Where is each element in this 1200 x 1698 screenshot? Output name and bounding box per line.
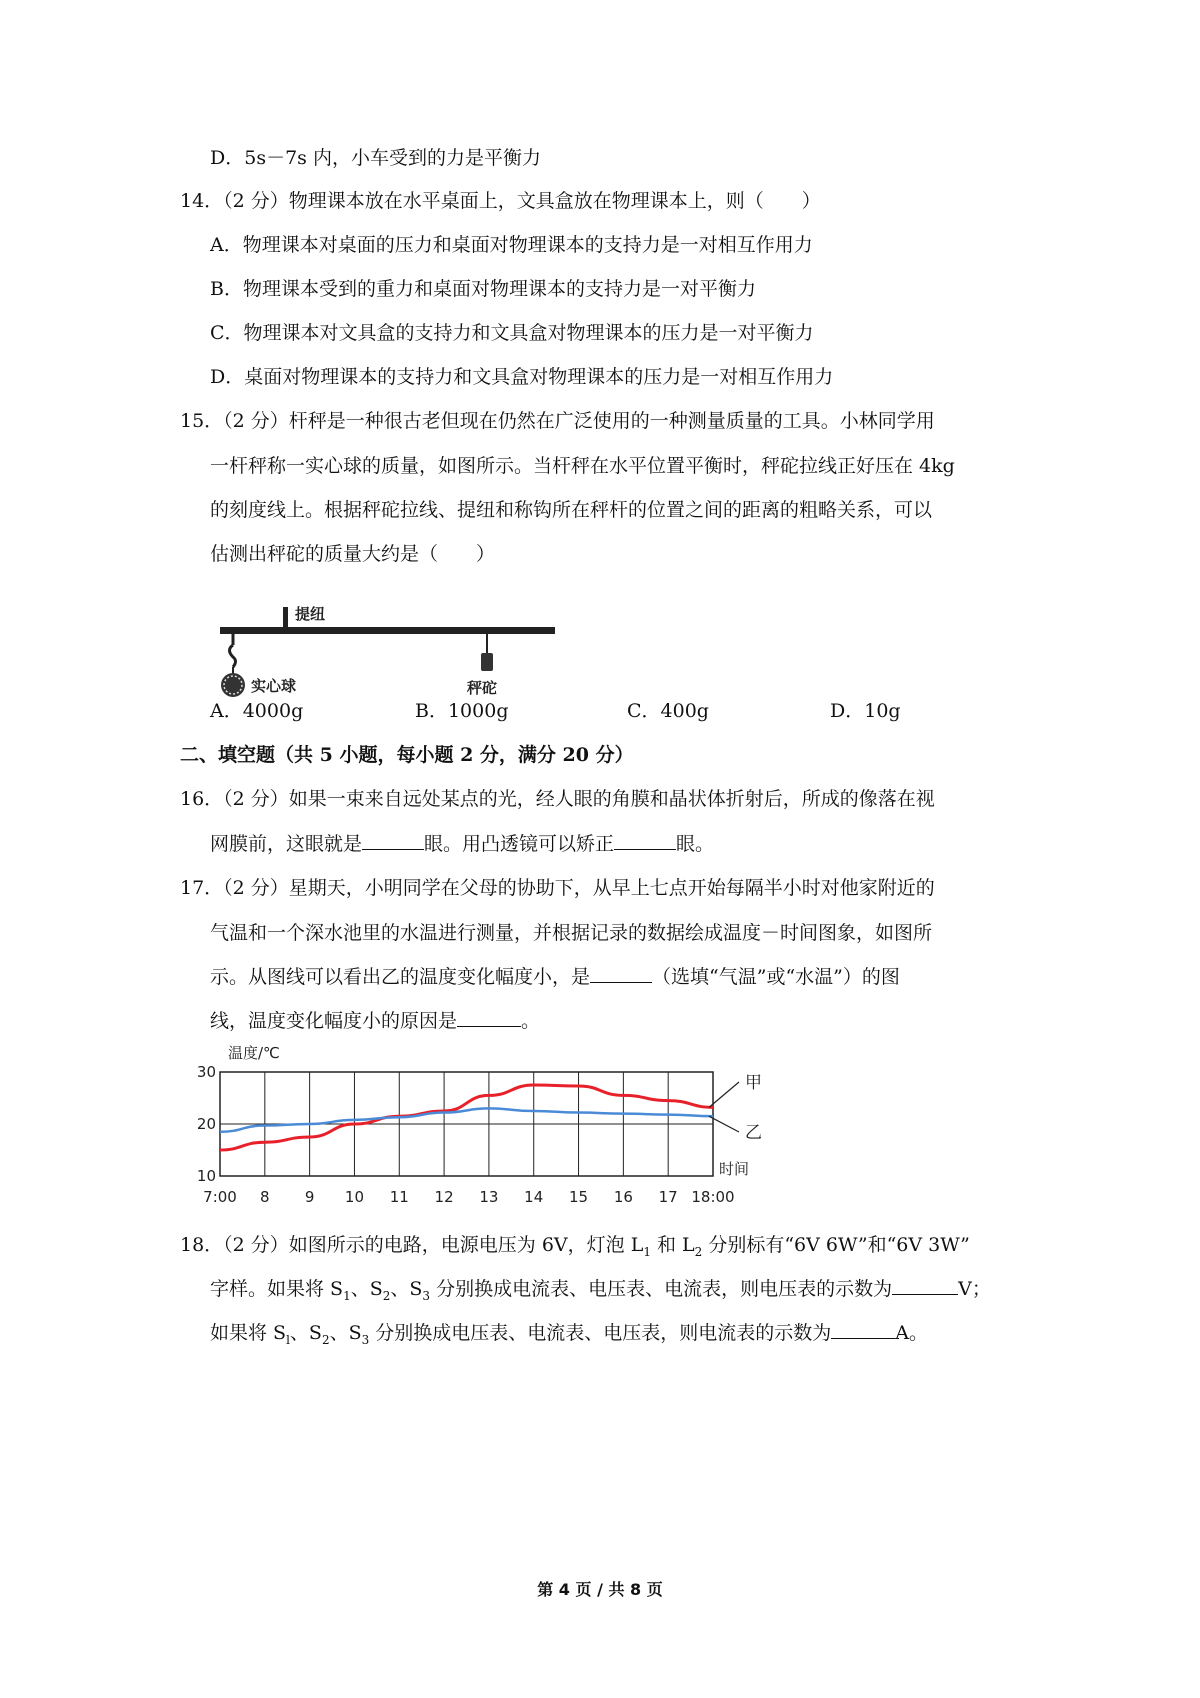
q18-line2-part3: 、S: [390, 1278, 423, 1300]
q18-line2-part2: 、S: [350, 1278, 383, 1300]
q17-line4: [210, 1008, 540, 1034]
q15-option-c: C．400g: [627, 700, 709, 722]
q15-option-b: B．1000g: [415, 700, 509, 722]
q14-stem: 14．（2 分）物理课本放在水平桌面上，文具盒放在物理课本上，则（ ）: [180, 190, 821, 212]
q18-line2: [210, 1276, 991, 1309]
series-label: 乙: [745, 1123, 762, 1143]
temperature-time-chart: [196, 1044, 820, 1220]
q13-option-d: D．5s－7s 内，小车受到的力是平衡力: [210, 147, 541, 169]
q18-line3-part5: A。: [895, 1322, 929, 1344]
x-tick-label: 12: [434, 1188, 454, 1206]
q17-line3-part2: （选填“气温”或“水温”）的图: [652, 966, 900, 988]
x-axis-label: 时间: [719, 1160, 750, 1178]
x-tick-label: 8: [260, 1188, 270, 1206]
answer-blank[interactable]: [892, 1276, 958, 1295]
q18-line3-part3: 、S: [329, 1322, 362, 1344]
x-tick-label: 10: [344, 1188, 365, 1206]
q17-line3-part1: 示。从图线可以看出乙的温度变化幅度小，是: [210, 966, 591, 988]
q17-line4-part1: 线，温度变化幅度小的原因是: [210, 1010, 458, 1032]
q18-line3-part4: 分别换成电压表、电流表、电压表，则电流表的示数为: [369, 1322, 832, 1344]
q18-sub: 1: [343, 1288, 351, 1303]
q18-line2-part5: V；: [958, 1278, 991, 1300]
q18-line2-part4: 分别换成电流表、电压表、电流表，则电压表的示数为: [430, 1278, 893, 1300]
x-tick-label: 16: [613, 1188, 633, 1206]
y-tick-label: 20: [196, 1115, 216, 1133]
q15-option-a: A．4000g: [210, 700, 304, 722]
x-tick-label: 14: [524, 1188, 544, 1206]
q17-line4-part2: 。: [521, 1010, 541, 1032]
q18-sub: 2: [382, 1288, 391, 1303]
x-tick-label: 17: [658, 1188, 678, 1206]
answer-blank[interactable]: [590, 964, 652, 983]
q14-option-c: C．物理课本对文具盒的支持力和文具盒对物理课本的压力是一对平衡力: [210, 322, 814, 344]
answer-blank[interactable]: [831, 1320, 895, 1339]
q14-option-a: A．物理课本对桌面的压力和桌面对物理课本的支持力是一对相互作用力: [210, 234, 813, 256]
x-tick-label: 18:00: [691, 1188, 735, 1206]
x-tick-label: 13: [479, 1188, 499, 1206]
label-ball: 实心球: [251, 677, 297, 695]
q18-line1-part3: 分别标有“6V 6W”和“6V 3W”: [702, 1234, 970, 1256]
q16-line2-part3: 眼。: [676, 833, 715, 855]
x-tick-label: 9: [304, 1188, 315, 1206]
q18-line1-part1: 18．（2 分）如图所示的电路，电源电压为 6V，灯泡 L: [180, 1234, 644, 1256]
y-axis-label: 温度/℃: [228, 1044, 280, 1062]
q14-option-b: B．物理课本受到的重力和桌面对物理课本的支持力是一对平衡力: [210, 278, 756, 300]
q15-stem-line3: 的刻度线上。根据秤砣拉线、提纽和称钩所在秤杆的位置之间的距离的粗略关系，可以: [210, 499, 933, 521]
label-weight: 秤砣: [467, 679, 498, 697]
q18-sub: l: [286, 1332, 290, 1347]
y-tick-label: 10: [196, 1167, 216, 1185]
q16-line2-part2: 眼。用凸透镜可以矫正: [424, 833, 615, 855]
q18-sub: 3: [422, 1288, 431, 1303]
q18-sub: 3: [361, 1332, 370, 1347]
answer-blank[interactable]: [457, 1008, 521, 1027]
q15-stem-line4: 估测出秤砣的质量大约是（ ）: [210, 543, 496, 565]
series-line-yi: [220, 1108, 713, 1131]
q18-sub: 2: [321, 1332, 330, 1347]
page-footer: 第 4 页 / 共 8 页: [537, 1580, 663, 1599]
q16-line2-part1: 网膜前，这眼就是: [210, 833, 363, 855]
q16-line2: [210, 831, 714, 857]
q18-line2-part1: 字样。如果将 S: [210, 1278, 344, 1300]
q14-option-d: D．桌面对物理课本的支持力和文具盒对物理课本的压力是一对相互作用力: [210, 366, 834, 388]
q16-line1: 16．（2 分）如果一束来自远处某点的光，经人眼的角膜和晶状体折射后，所成的像落在视: [180, 788, 935, 810]
x-tick-label: 7:00: [203, 1188, 237, 1206]
series-label: 甲: [745, 1073, 762, 1093]
answer-blank[interactable]: [362, 831, 424, 850]
answer-blank[interactable]: [614, 831, 676, 850]
q18-line1-part2: 和 L: [650, 1234, 695, 1256]
label-knob: 提纽: [295, 605, 326, 623]
q15-stem-line2: 一杆秤称一实心球的质量，如图所示。当杆秤在水平位置平衡时，秤砣拉线正好压在 4kg: [210, 455, 955, 477]
x-tick-label: 11: [389, 1188, 409, 1206]
q18-line3-part1: 如果将 S: [210, 1322, 287, 1344]
q18-sub: 2: [694, 1244, 703, 1259]
steelyard-figure: [215, 585, 560, 695]
q15-option-d: D．10g: [830, 700, 901, 722]
q17-line2: 气温和一个深水池里的水温进行测量，并根据记录的数据绘成温度－时间图象，如图所: [210, 922, 933, 944]
steelyard-knob: [283, 607, 288, 629]
section-2-heading: 二、填空题（共 5 小题，每小题 2 分，满分 20 分）: [180, 744, 634, 766]
hook-icon: [230, 645, 236, 667]
q18-sub: 1: [643, 1244, 651, 1259]
q18-line3-part2: 、S: [289, 1322, 322, 1344]
q18-line1: [180, 1232, 970, 1265]
q18-line3: [210, 1320, 928, 1353]
x-tick-label: 15: [568, 1188, 589, 1206]
series-line-jia: [220, 1085, 713, 1150]
q17-line3: [210, 964, 900, 990]
steelyard-weight: [481, 653, 493, 671]
q15-stem-line1: 15．（2 分）杆秤是一种很古老但现在仍然在广泛使用的一种测量质量的工具。小林同学用: [180, 410, 935, 432]
y-tick-label: 30: [196, 1063, 216, 1081]
q17-line1: 17．（2 分）星期天，小明同学在父母的协助下，从早上七点开始每隔半小时对他家附近的: [180, 877, 935, 899]
steelyard-beam: [220, 627, 555, 634]
